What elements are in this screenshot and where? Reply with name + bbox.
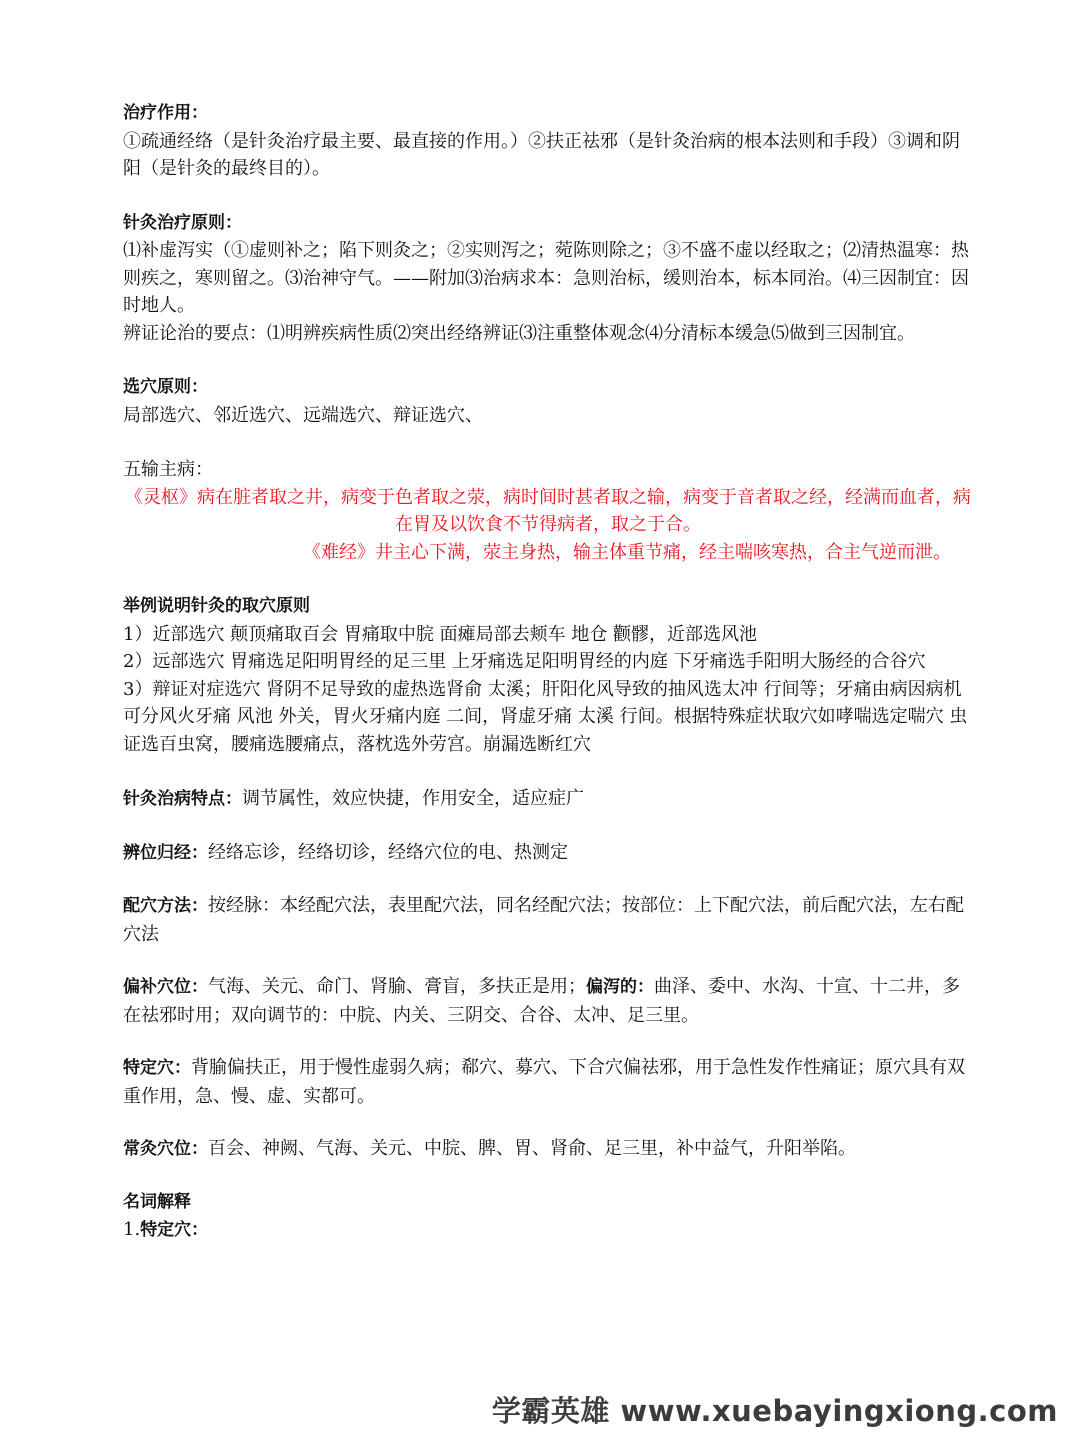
heading-five-shu: 五输主病： xyxy=(123,459,213,480)
heading-examples: 举例说明针灸的取穴原则 xyxy=(123,596,310,616)
text-point-selection: 局部选穴、邻近选穴、远端选穴、辩证选穴、 xyxy=(123,404,483,426)
example-item-2: 2）远部选穴 胃痛选足阳明胃经的足三里 上牙痛选足阳明胃经的内庭 下牙痛选手阳明大肠经的合谷穴 xyxy=(123,651,926,672)
moxa-paragraph xyxy=(123,1135,973,1164)
text-principles: ⑴补虚泻实（①虚则补之；陷下则灸之；②实则泻之；菀陈则除之；③不盛不虚以经取之；⑵清热温寒：热则疾之，寒则留之。⑶治神守气。——附加⑶治病求本：急则治标，缓则治本，标本同治。⑷三因制宜：因时地人。 xyxy=(123,240,969,316)
quote-nanjing: 《难经》井主心下满，荥主身热，输主体重节痛，经主喘咳寒热，合主气逆而泄。 xyxy=(303,541,951,563)
document-body xyxy=(123,100,973,1245)
heading-combination: 配穴方法： xyxy=(123,896,208,916)
text-features: 调节属性，效应快捷，作用安全，适应症广 xyxy=(242,788,584,809)
heading-point-selection: 选穴原则： xyxy=(123,377,208,397)
text-locating: 经络忘诊，经络切诊，经络穴位的电、热测定 xyxy=(208,841,568,863)
text-treatment-effect: ①疏通经络（是针灸治疗最主要、最直接的作用。）②扶正祛邪（是针灸治病的根本法则和手段）③调和阴阳（是针灸的最终目的）。 xyxy=(123,130,960,179)
glossary-item-number: 1. xyxy=(123,1219,141,1240)
combination-paragraph xyxy=(123,892,973,948)
quote-lingshu: 《灵枢》病在脏者取之井，病变于色者取之荥，病时间时甚者取之输，病变于音者取之经，经满而血者，病在胃及以饮食不节得病者，取之于合。 xyxy=(125,486,971,535)
watermark: 学霸英雄 www.xuebayingxiong.com xyxy=(491,1394,1058,1428)
text-principles-2: 辨证论治的要点：⑴明辨疾病性质⑵突出经络辨证⑶注重整体观念⑷分清标本缓急⑸做到三因制宜。 xyxy=(123,322,915,344)
text-tonify: 气海、关元、命门、肾腧、膏盲，多扶正是用； xyxy=(208,976,586,997)
heading-moxa: 常灸穴位： xyxy=(123,1139,208,1159)
locating-paragraph xyxy=(123,839,973,868)
heading-reduce: 偏泻的： xyxy=(586,977,654,997)
text-moxa: 百会、神阙、气海、关元、中脘、脾、胃、肾俞、足三里，补中益气，升阳举陷。 xyxy=(208,1138,856,1159)
text-special: 背腧偏扶正，用于慢性虚弱久病；郗穴、募穴、下合穴偏祛邪，用于急性发作性痛证；原穴具有双重作用，急、慢、虚、实都可。 xyxy=(123,1057,965,1107)
heading-special: 特定穴： xyxy=(123,1058,191,1078)
text-reduce: 曲泽、委中、水沟、十宣、十二井，多在祛邪时用；双向调节的：中脘、内关、三阴交、合谷、太冲、足三里。 xyxy=(123,976,960,1026)
example-item-1: 1）近部选穴 颠顶痛取百会 胃痛取中脘 面瘫局部去颊车 地仓 颧髎，近部选风池 xyxy=(123,623,758,645)
tonify-paragraph xyxy=(123,973,973,1029)
glossary-item-title: 特定穴： xyxy=(140,1220,209,1240)
heading-glossary: 名词解释 xyxy=(123,1191,191,1212)
example-item-3: 3）辩证对症选穴 肾阴不足导致的虚热选肾俞 太溪；肝阳化风导致的抽风选太冲 行间等；牙痛由病因病机可分风火牙痛 风池 外关，胃火牙痛内庭 二间，肾虚牙痛 太溪 行间。根据特殊症状取穴如哮喘选定喘穴 虫证选百虫窝，腰痛选腰痛点，落枕选外劳宫。崩漏选断红穴 xyxy=(123,678,968,755)
heading-features: 针灸治病特点： xyxy=(123,789,242,809)
heading-principles: 针灸治疗原则： xyxy=(123,212,242,233)
glossary-item-1 xyxy=(123,1216,973,1245)
heading-locating: 辨位归经： xyxy=(123,842,208,863)
special-paragraph xyxy=(123,1054,973,1110)
heading-treatment-effect: 治疗作用： xyxy=(123,103,208,123)
features-paragraph xyxy=(123,785,973,814)
text-combination: 按经脉：本经配穴法，表里配穴法，同名经配穴法；按部位：上下配穴法，前后配穴法，左右配穴法 xyxy=(123,895,964,945)
heading-tonify: 偏补穴位： xyxy=(123,977,208,997)
